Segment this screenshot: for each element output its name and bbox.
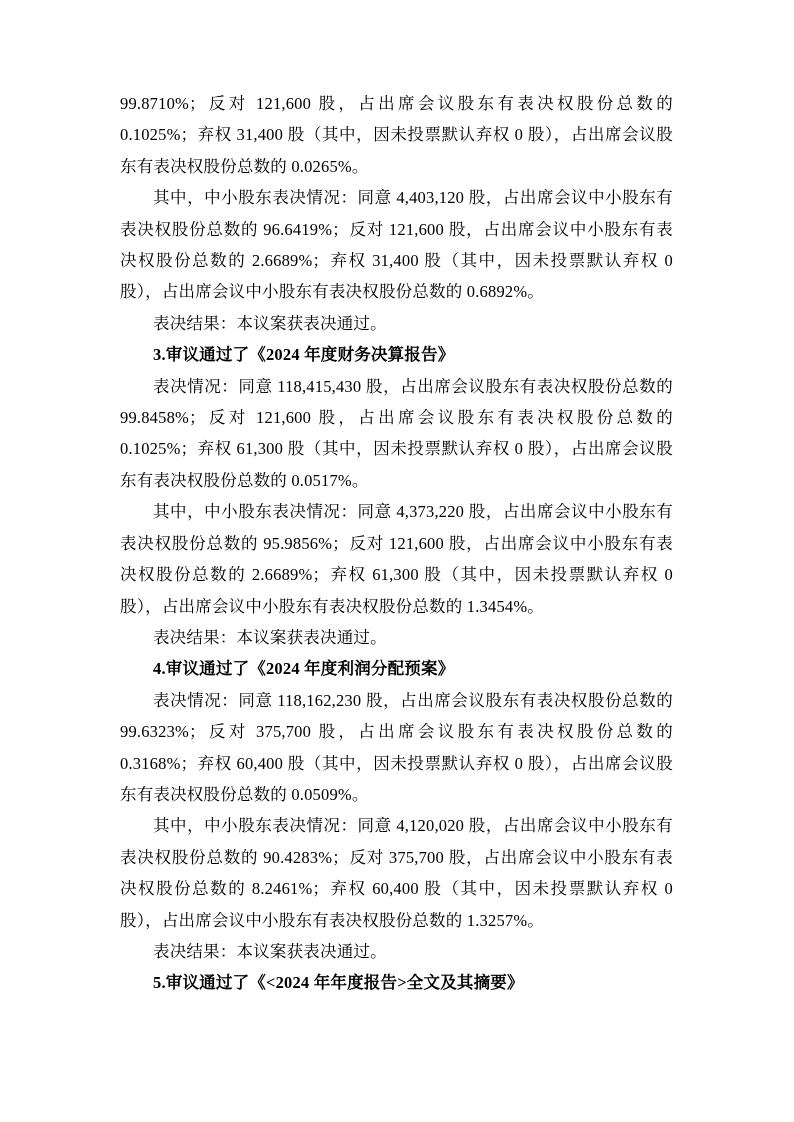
resolution-heading-3: 3.审议通过了《2024 年度财务决算报告》 [153,345,455,365]
vote-result-paragraph-item2: 表决结果：本议案获表决通过。 [153,313,387,333]
resolution-heading-5: 5.审议通过了《<2024 年年度报告>全文及其摘要》 [153,973,524,993]
minority-vote-paragraph-item4: 其中，中小股东表决情况：同意 4,120,020 股，占出席会议中小股东有表决权股份总数的 90.4283%；反对 375,700 股，占出席会议中小股东有表决权股份总数的 8.2461%；弃权 60,400 股（其中，因未投票默认弃权 0 股），占出席会议中小股东有表决权股份总数的 1.3257%。 [120,816,673,930]
vote-summary-paragraph-item4: 表决情况：同意 118,162,230 股，占出席会议股东有表决权股份总数的 99.6323%；反对 375,700 股，占出席会议股东有表决权股份总数的 0.3168%；弃权 60,400 股（其中，因未投票默认弃权 0 股），占出席会议股东有表决权股份总数的 0.0509%。 [120,690,673,804]
vote-summary-continued-paragraph: 99.8710%；反对 121,600 股，占出席会议股东有表决权股份总数的 0.1025%；弃权 31,400 股（其中，因未投票默认弃权 0 股），占出席会议股东有表决权股份总数的 0.0265%。 [120,94,673,176]
resolution-heading-4: 4.审议通过了《2024 年度利润分配预案》 [153,659,455,679]
minority-vote-paragraph-item2: 其中，中小股东表决情况：同意 4,403,120 股，占出席会议中小股东有表决权股份总数的 96.6419%；反对 121,600 股，占出席会议中小股东有表决权股份总数的 2.6689%；弃权 31,400 股（其中，因未投票默认弃权 0 股），占出席会议中小股东有表决权股份总数的 0.6892%。 [120,188,673,302]
vote-summary-paragraph-item3: 表决情况：同意 118,415,430 股，占出席会议股东有表决权股份总数的 99.8458%；反对 121,600 股，占出席会议股东有表决权股份总数的 0.1025%；弃权 61,300 股（其中，因未投票默认弃权 0 股），占出席会议股东有表决权股份总数的 0.0517%。 [120,376,673,490]
vote-result-paragraph-item4: 表决结果：本议案获表决通过。 [153,941,387,961]
document-body [120,88,673,999]
minority-vote-paragraph-item3: 其中，中小股东表决情况：同意 4,373,220 股，占出席会议中小股东有表决权股份总数的 95.9856%；反对 121,600 股，占出席会议中小股东有表决权股份总数的 2.6689%；弃权 61,300 股（其中，因未投票默认弃权 0 股），占出席会议中小股东有表决权股份总数的 1.3454%。 [120,502,673,616]
vote-result-paragraph-item3: 表决结果：本议案获表决通过。 [153,627,387,647]
